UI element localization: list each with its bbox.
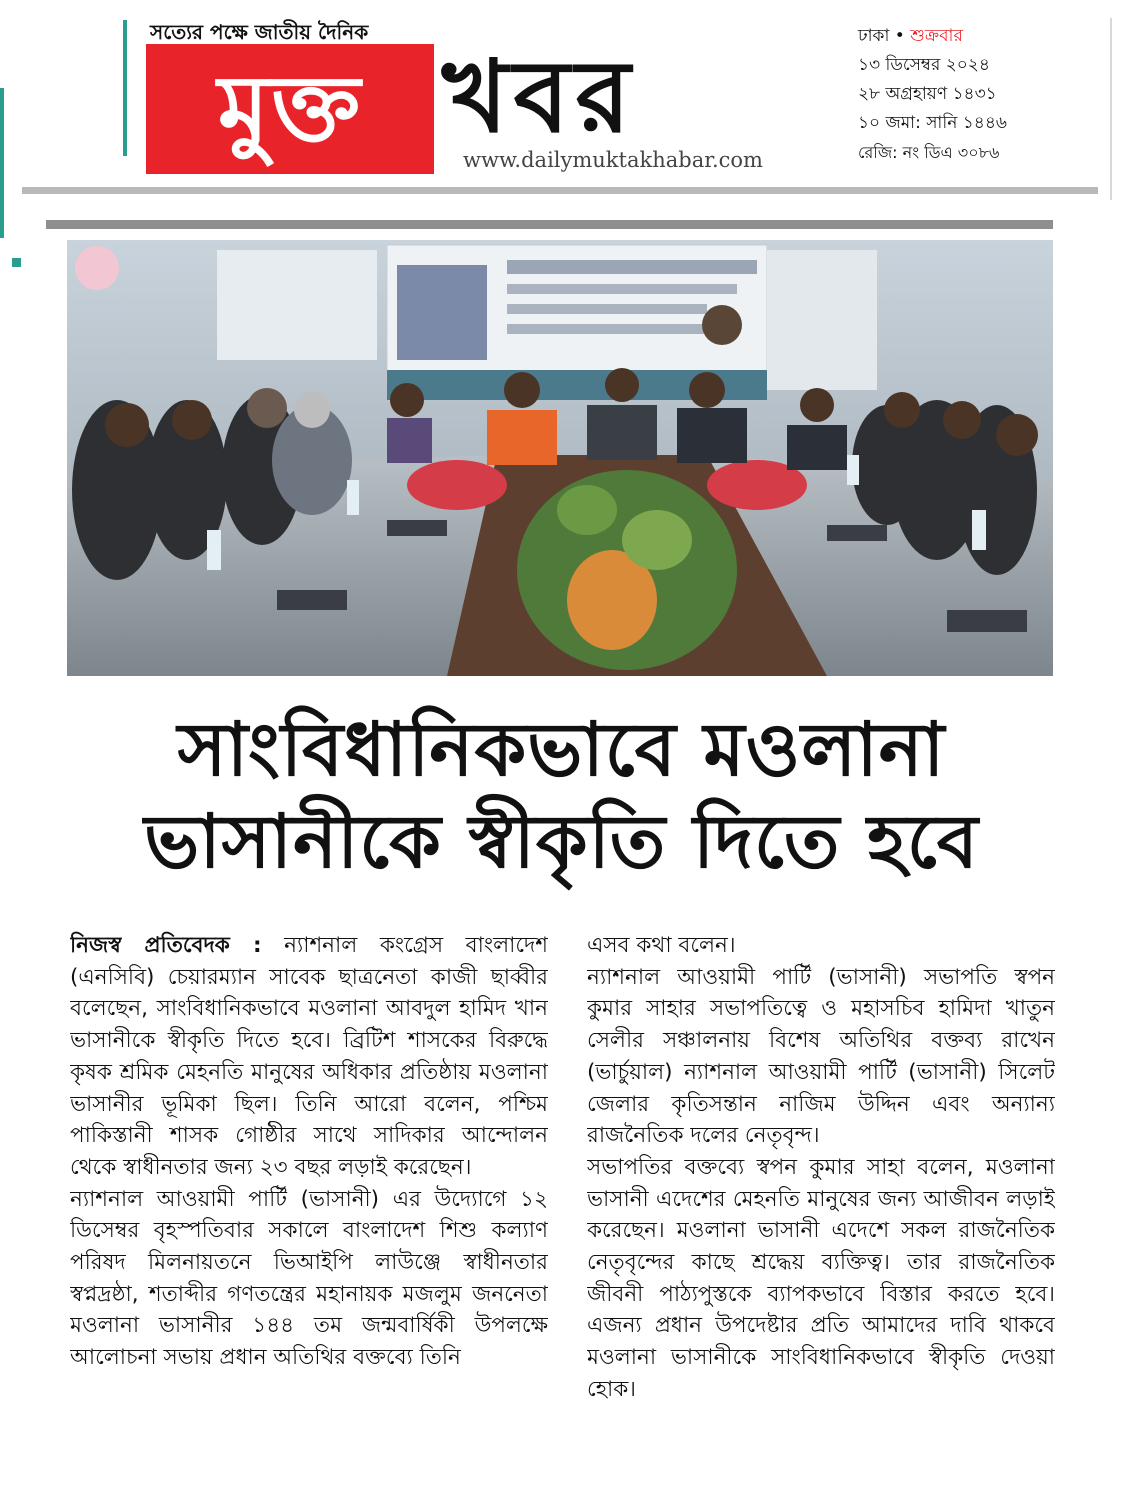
article-column-right xyxy=(587,930,1055,1490)
weekday: শুক্রবার xyxy=(910,26,963,46)
byline: নিজস্ব প্রতিবেদক : xyxy=(70,933,262,958)
masthead-rule xyxy=(22,187,1098,194)
article-paragraph: এসব কথা বলেন। xyxy=(587,933,736,958)
article-column-left xyxy=(70,930,548,1490)
headline-line-2: ভাসানীকে স্বীকৃতি দিতে হবে xyxy=(144,799,979,885)
masthead-tagline: সত্যের পক্ষে জাতীয় দৈনিক xyxy=(150,20,369,44)
article-top-rule xyxy=(46,220,1053,229)
article-paragraph xyxy=(70,930,548,1184)
logo-red-box xyxy=(146,44,434,174)
date-block xyxy=(858,22,1098,167)
registration-number: রেজি: নং ডিএ ৩০৮৬ xyxy=(858,143,1000,162)
date-hijri: ১০ জমা: সানি ১৪৪৬ xyxy=(858,113,1007,133)
logo-part2: খবর xyxy=(442,38,637,155)
logo-black-text xyxy=(442,38,832,155)
article-headline xyxy=(70,704,1053,888)
date-gregorian: ১৩ ডিসেম্বর ২০২৪ xyxy=(858,55,990,75)
logo-part1: মুক্ত xyxy=(217,55,363,162)
city-day-line xyxy=(858,22,1098,51)
right-edge-line xyxy=(1110,18,1112,200)
article-paragraph: ন্যাশনাল আওয়ামী পার্টি (ভাসানী) সভাপতি স্বপন কুমার সাহার সভাপতিত্বে ও মহাসচিব হামিদা খাতুন সেলীর সঞ্চালনায় বিশেষ অতিথির বক্তব্য রাখেন (ভার্চুয়াল) ন্যাশনাল আওয়ামী পার্টি (ভাসানী) সিলেট জেলার কৃতিসন্তান নাজিম উদ্দিন এবং অন্যান্য রাজনৈতিক দলের নেতৃবৃন্দ। xyxy=(587,964,1055,1149)
left-teal-bar xyxy=(0,88,4,238)
left-teal-dot xyxy=(12,258,21,267)
article-paragraph: সভাপতির বক্তব্যে স্বপন কুমার সাহা বলেন, মওলানা ভাসানী এদেশের মেহনতি মানুষের জন্য আজীবন লড়াই করেছেন। মওলানা ভাসানী এদেশে সকল রাজনৈতিক নেতৃবৃন্দের কাছে শ্রদ্ধেয় ব্যক্তিত্ব। তার রাজনৈতিক জীবনী পাঠ্যপুস্তকে ব্যাপকভাবে বিস্তার করতে হবে। এজন্য প্রধান উপদেষ্টার প্রতি আমাদের দাবি থাকবে মওলানা ভাসানীকে সাংবিধানিকভাবে স্বীকৃতি দেওয়া হোক। xyxy=(587,1154,1055,1402)
article-paragraph-text: ন্যাশনাল কংগ্রেস বাংলাদেশ (এনসিবি) চেয়ারম্যান সাবেক ছাত্রনেতা কাজী ছাব্বীর বলেছেন, সাংবিধানিকভাবে মওলানা আবদুল হামিদ খান ভাসানীকে স্বীকৃতি দিতে হবে। ব্রিটিশ শাসকের বিরুদ্ধে কৃষক শ্রমিক মেহনতি মানুষের অধিকার প্রতিষ্ঠায় মওলানা ভাসানীর ভূমিকা ছিল। তিনি আরো বলেন, পশ্চিম পাকিস্তানী শাসক গোষ্ঠীর সাথে সাদিকার আন্দোলন থেকে স্বাধীনতার জন্য ২৩ বছর লড়াই করেছেন। xyxy=(70,933,548,1180)
city: ঢাকা xyxy=(858,26,890,46)
headline-line-1: সাংবিধানিকভাবে মওলানা xyxy=(177,707,946,793)
masthead-teal-line xyxy=(123,20,127,156)
article-paragraph: ন্যাশনাল আওয়ামী পার্টি (ভাসানী) এর উদ্যোগে ১২ ডিসেম্বর বৃহস্পতিবার সকালে বাংলাদেশ শিশু কল্যাণ পরিষদ মিলনায়তনে ভিআইপি লাউঞ্জে স্বাধীনতার স্বপ্নদ্রষ্ঠা, শতাব্দীর গণতন্ত্রের মহানায়ক মজলুম জননেতা মওলানা ভাসানীর ১৪৪ তম জন্মবার্ষিকী উপলক্ষে আলোচনা সভায় প্রধান অতিথির বক্তব্যে তিনি xyxy=(70,1186,548,1371)
website-url: www.dailymuktakhabar.com xyxy=(463,148,763,172)
date-bangla: ২৮ অগ্রহায়ণ ১৪৩১ xyxy=(858,84,997,104)
meeting-photo-illustration xyxy=(67,240,1053,676)
bullet-icon: • xyxy=(894,26,911,46)
article-photo xyxy=(67,240,1053,676)
